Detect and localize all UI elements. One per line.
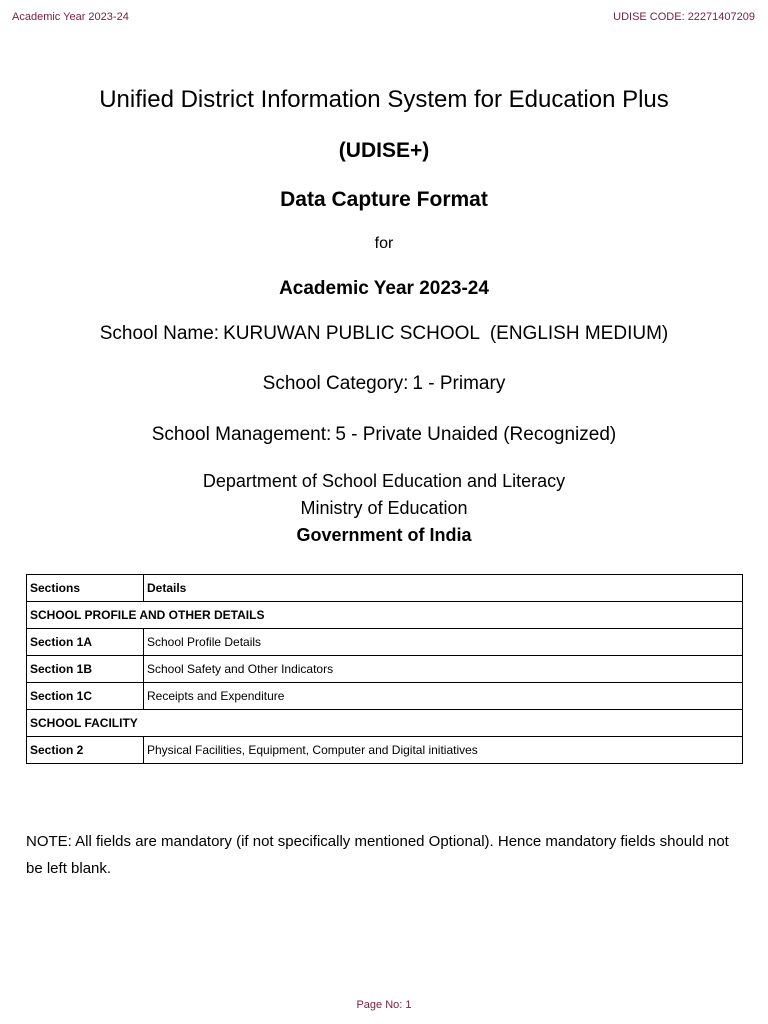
section-details: Physical Facilities, Equipment, Computer and Digital initiatives bbox=[144, 737, 743, 764]
table-row bbox=[27, 683, 743, 710]
section-id: Section 1B bbox=[27, 656, 144, 683]
table-header-details: Details bbox=[144, 575, 743, 602]
school-management-line bbox=[0, 424, 768, 446]
school-management-label: School Management: bbox=[151, 424, 332, 445]
mandatory-fields-note: NOTE: All fields are mandatory (if not specifically mentioned Optional). Hence mandatory fields should not be left blank. bbox=[26, 833, 729, 877]
table-header-sections: Sections bbox=[27, 575, 144, 602]
section-id: Section 1C bbox=[27, 683, 144, 710]
table-group-row bbox=[27, 602, 743, 629]
ministry-name: Ministry of Education bbox=[300, 498, 468, 518]
school-name-line bbox=[0, 323, 768, 345]
academic-year-title: Academic Year 2023-24 bbox=[279, 278, 489, 299]
document-title: Unified District Information System for Education Plus bbox=[99, 86, 669, 113]
school-category-label: School Category: bbox=[262, 373, 409, 394]
table-row bbox=[27, 629, 743, 656]
section-details: School Profile Details bbox=[144, 629, 743, 656]
government-name: Government of India bbox=[296, 525, 472, 545]
header-udise-code: UDISE CODE: 22271407209 bbox=[613, 11, 755, 23]
school-category-value: 1 - Primary bbox=[412, 373, 506, 394]
section-id: Section 1A bbox=[27, 629, 144, 656]
document-acronym: (UDISE+) bbox=[338, 139, 430, 162]
document-format-title: Data Capture Format bbox=[280, 188, 488, 211]
table-group-label: SCHOOL FACILITY bbox=[27, 710, 743, 737]
table-row bbox=[27, 737, 743, 764]
school-name-label: School Name: bbox=[99, 323, 220, 344]
table-row bbox=[27, 656, 743, 683]
section-details: School Safety and Other Indicators bbox=[144, 656, 743, 683]
department-name: Department of School Education and Literacy bbox=[202, 471, 566, 491]
school-management-value: 5 - Private Unaided (Recognized) bbox=[335, 424, 617, 445]
school-category-line bbox=[0, 373, 768, 395]
for-text: for bbox=[374, 235, 394, 252]
table-group-row bbox=[27, 710, 743, 737]
table-header-row bbox=[27, 575, 743, 602]
school-name-value: KURUWAN PUBLIC SCHOOL (ENGLISH MEDIUM) bbox=[223, 323, 669, 344]
header-academic-year: Academic Year 2023-24 bbox=[12, 11, 129, 23]
table-group-label: SCHOOL PROFILE AND OTHER DETAILS bbox=[27, 602, 743, 629]
sections-table bbox=[26, 574, 743, 764]
page-number: Page No: 1 bbox=[356, 999, 412, 1011]
section-id: Section 2 bbox=[27, 737, 144, 764]
section-details: Receipts and Expenditure bbox=[144, 683, 743, 710]
